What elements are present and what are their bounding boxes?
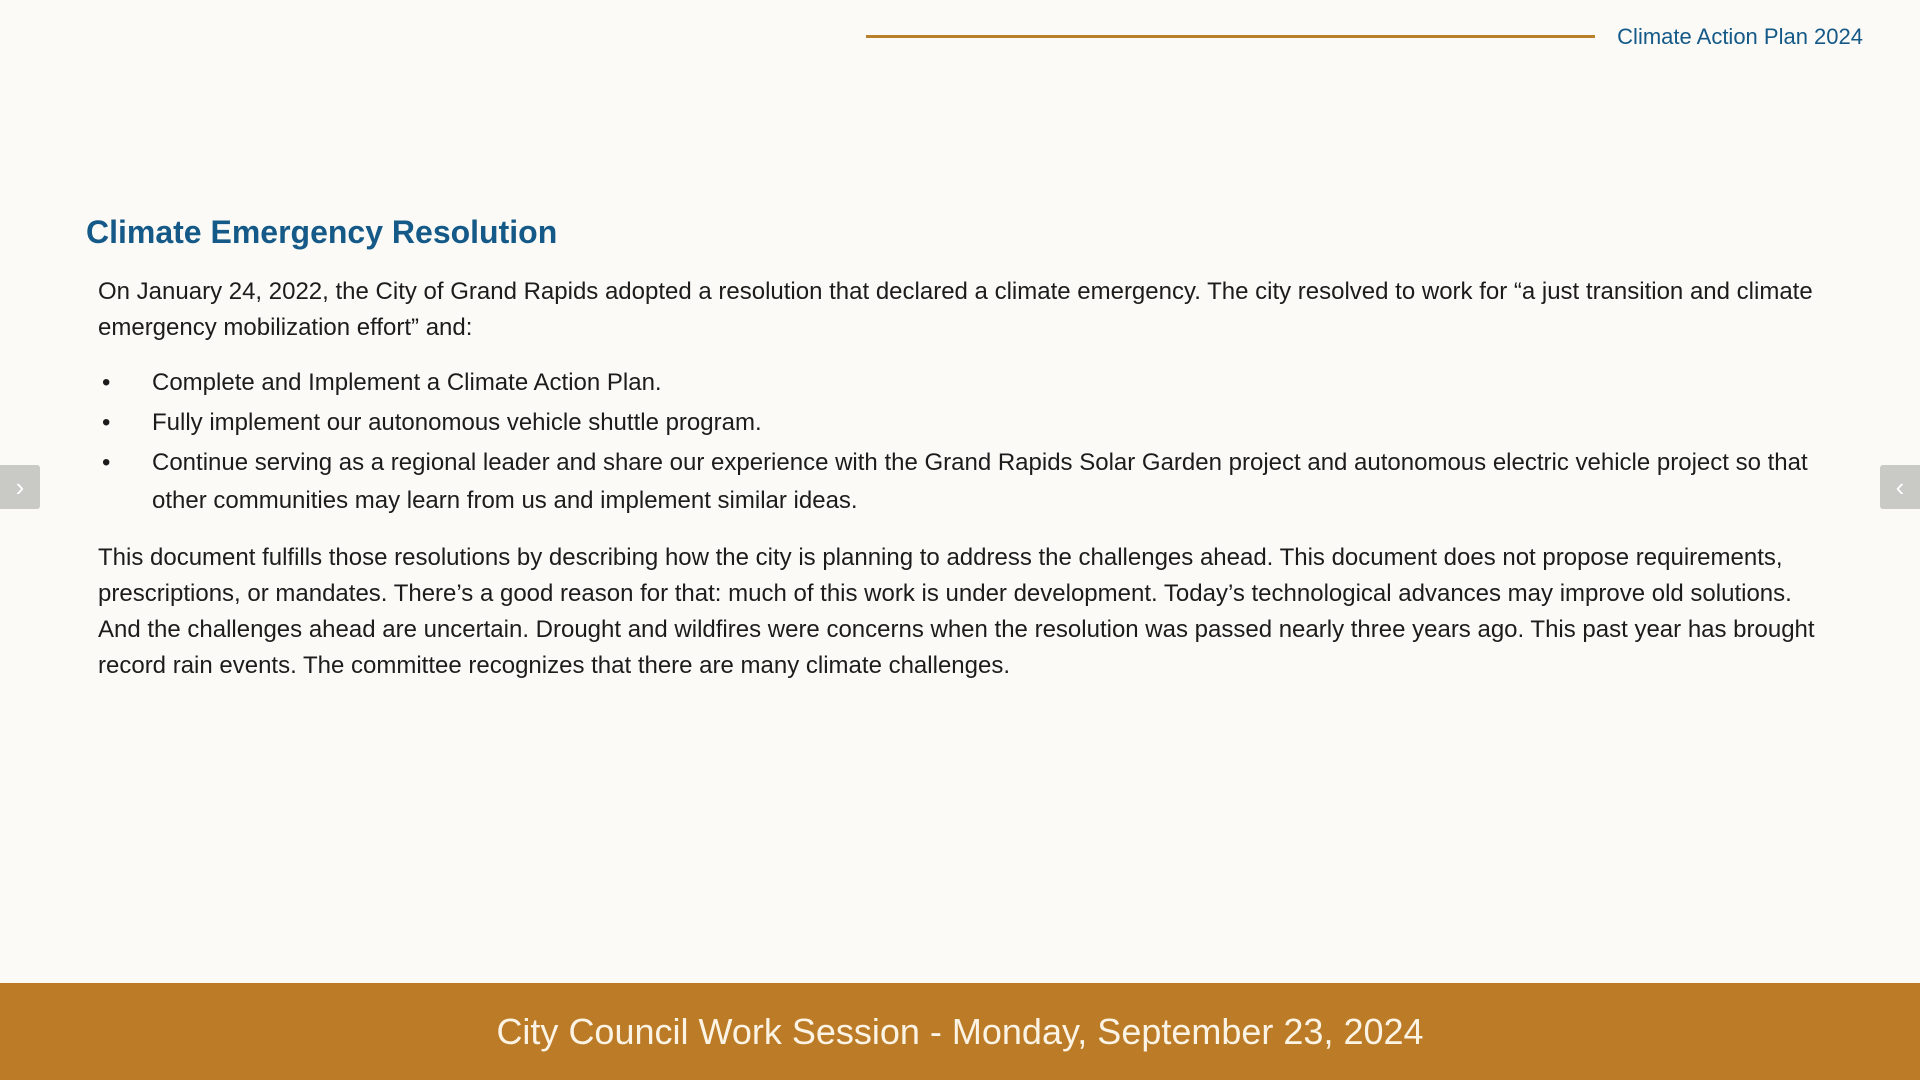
header-divider bbox=[866, 35, 1595, 38]
bullet-item bbox=[98, 364, 1838, 402]
bullet-dot-icon: • bbox=[102, 409, 111, 436]
bullet-dot-icon: • bbox=[102, 449, 111, 476]
intro-paragraph: On January 24, 2022, the City of Grand Rapids adopted a resolution that declared a climate emergency. The city resolved to work for “a just transition and climate emergency mobilization effort” and: bbox=[98, 278, 1813, 341]
bullet-text: Complete and Implement a Climate Action Plan. bbox=[152, 369, 662, 396]
bullet-text: Fully implement our autonomous vehicle shuttle program. bbox=[152, 409, 762, 436]
bullet-item bbox=[98, 404, 1838, 442]
section-title: Climate Emergency Resolution bbox=[86, 214, 558, 250]
closing-paragraph: This document fulfills those resolutions by describing how the city is planning to address the challenges ahead. This document does not propose requirements, prescriptions, or mandates. There’s a good reason for that: much of this work is under development. Today’s technological advances may improve old solutions. And the challenges ahead are uncertain. Drought and wildfires were concerns when the resolution was passed nearly three years ago. This past year has brought record rain events. The committee recognizes that there are many climate challenges. bbox=[98, 544, 1815, 679]
footer-banner bbox=[0, 983, 1920, 1080]
expand-left-panel-button[interactable] bbox=[0, 465, 40, 509]
expand-right-panel-button[interactable] bbox=[1880, 465, 1920, 509]
bullet-dot-icon: • bbox=[102, 369, 111, 396]
bullet-text: Continue serving as a regional leader and share our experience with the Grand Rapids Solar Garden project and autonomous electric vehicle project so that other communities may learn from us and implement similar ideas. bbox=[152, 449, 1808, 514]
header-label: Climate Action Plan 2024 bbox=[1617, 24, 1863, 49]
chevron-right-icon: › bbox=[15, 471, 25, 502]
bullet-item bbox=[98, 444, 1838, 520]
chevron-left-icon: ‹ bbox=[1895, 471, 1905, 502]
footer-text: City Council Work Session - Monday, September 23, 2024 bbox=[496, 1010, 1424, 1052]
bullet-list bbox=[98, 364, 1838, 520]
slide-content bbox=[98, 274, 1838, 684]
